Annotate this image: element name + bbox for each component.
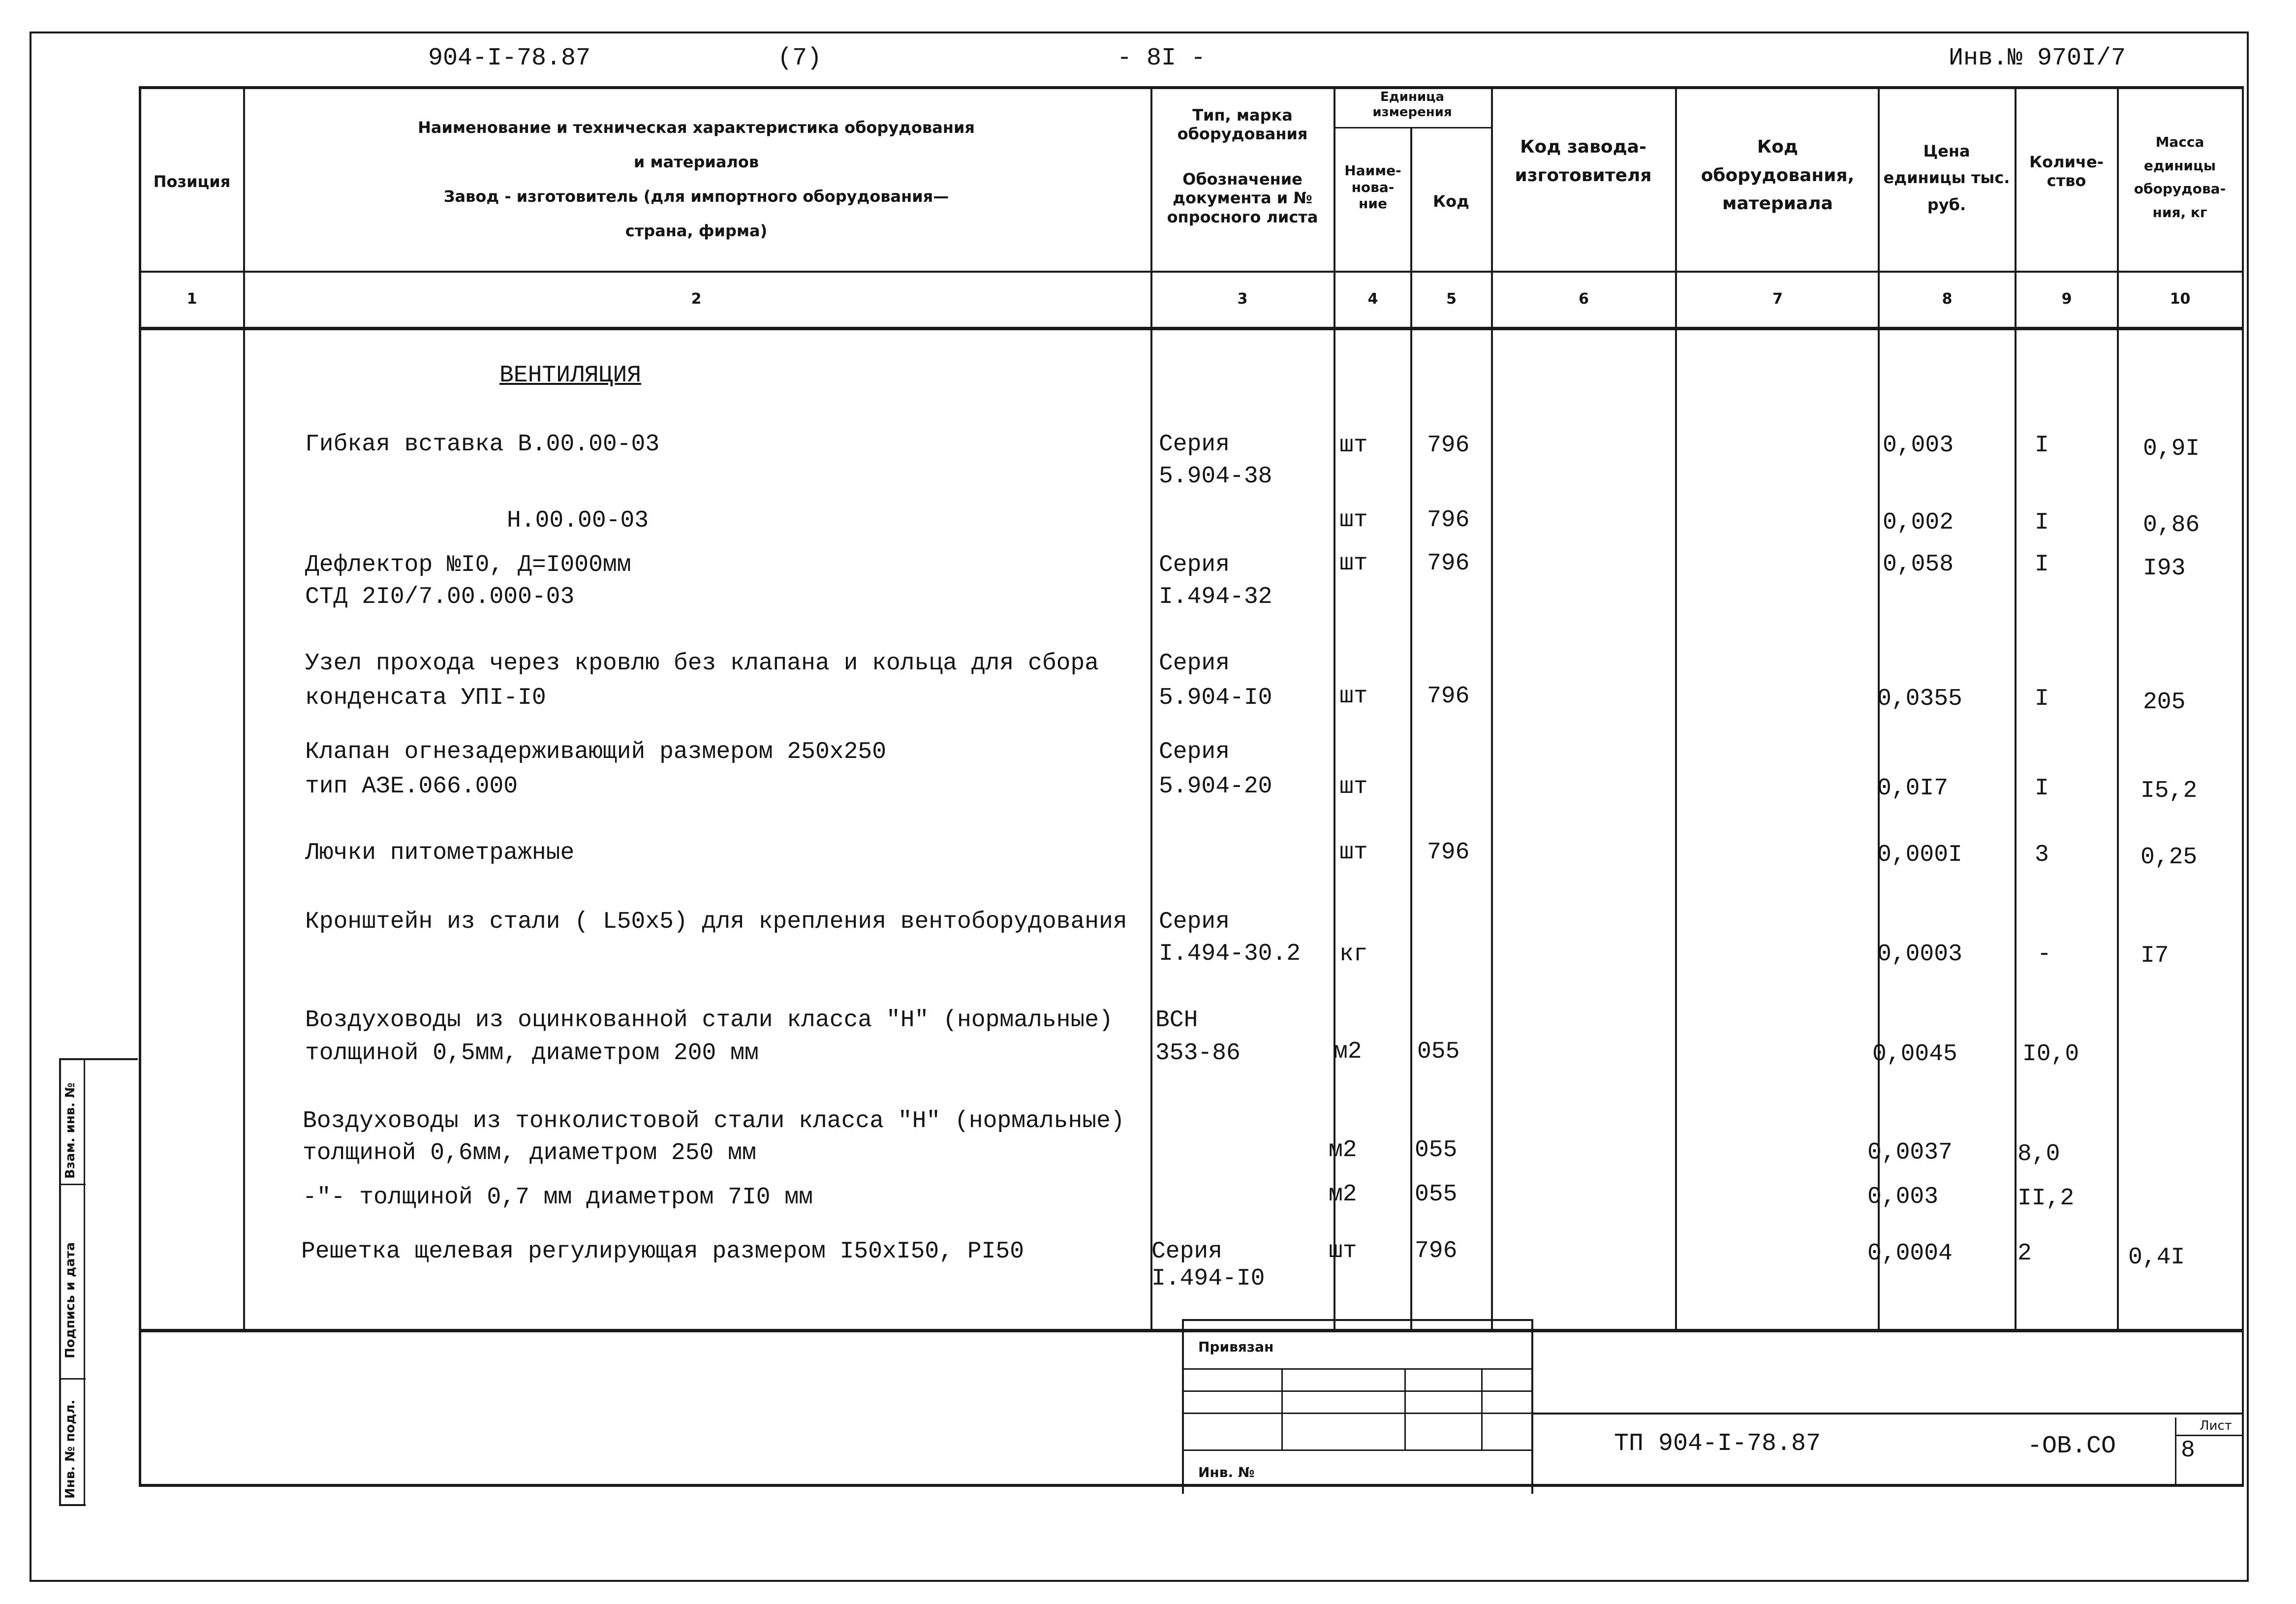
list-number: 8 xyxy=(2181,1437,2195,1464)
row-8-series: ВСН xyxy=(1155,1007,1198,1034)
row-9-name: Воздуховоды из тонколистовой стали класса "Н" (нормальные) xyxy=(303,1108,1125,1134)
colnum-5: 5 xyxy=(1446,290,1457,308)
header-mass: Масса единицы оборудова-ния, кг xyxy=(2134,134,2226,220)
row-1-unit: шт xyxy=(1339,432,1368,459)
frame-left xyxy=(30,31,31,1582)
doc-code: 904-I-78.87 xyxy=(428,44,591,72)
colnum-bottom-line xyxy=(139,327,2244,330)
colnum-2: 2 xyxy=(691,290,702,308)
tp-mark: -ОВ.СО xyxy=(2027,1432,2116,1460)
row-11-name: Решетка щелевая регулирующая размером I50хI50, РI50 xyxy=(301,1238,1024,1265)
side-box-left xyxy=(59,1058,61,1506)
row-11-code: 796 xyxy=(1415,1238,1458,1264)
row-4-code: 796 xyxy=(1427,683,1470,710)
row-11-mass: 0,4I xyxy=(2128,1244,2185,1271)
row-5-series: Серия xyxy=(1159,739,1230,765)
frame-top xyxy=(30,31,2249,33)
frame-right xyxy=(2247,31,2249,1582)
row-5-unit: шт xyxy=(1339,774,1368,800)
header-position: Позиция xyxy=(153,172,231,191)
row-3-series-doc: I.494-32 xyxy=(1159,584,1272,610)
row-2-name: Н.00.00-03 xyxy=(507,507,649,534)
header-bottom-line xyxy=(139,271,2244,273)
tp-top-line xyxy=(1531,1413,2244,1415)
col-line-5 xyxy=(1491,86,1493,1329)
frame-bottom xyxy=(30,1580,2249,1582)
row-1-mass: 0,9I xyxy=(2143,436,2200,462)
row-7-unit: кг xyxy=(1339,941,1368,968)
header-plant-code: Код завода-изготовителя xyxy=(1515,137,1652,186)
row-8-code: 055 xyxy=(1417,1038,1460,1065)
row-3-series: Серия xyxy=(1159,552,1230,578)
table-bottom-line xyxy=(139,1329,2244,1332)
header-name-line3: Завод - изготовитель (для импортного оборудования— xyxy=(443,187,949,206)
side-signature-date: Подпись и дата xyxy=(63,1242,78,1358)
row-1-name: Гибкая вставка В.00.00-03 xyxy=(305,431,660,458)
header-name-line4: страна, фирма) xyxy=(625,221,768,240)
stamp-inv-no: Инв. № xyxy=(1198,1464,1255,1480)
row-8-unit: м2 xyxy=(1334,1038,1362,1065)
stamp-left-line xyxy=(1182,1319,1184,1494)
sheet-bottom-line xyxy=(139,1484,2244,1487)
header-type: Тип, марка оборудования xyxy=(1177,106,1308,144)
row-1-price: 0,003 xyxy=(1883,432,1954,459)
header-unit-code: Код xyxy=(1433,192,1469,211)
row-7-mass: I7 xyxy=(2141,943,2169,969)
colnum-10: 10 xyxy=(2170,290,2191,308)
row-10-code: 055 xyxy=(1415,1181,1458,1208)
stamp-row-line-3 xyxy=(1182,1413,1533,1414)
row-10-name: -"- толщиной 0,7 мм диаметром 7I0 мм xyxy=(303,1184,813,1211)
row-4-series-doc: 5.904-I0 xyxy=(1159,685,1272,711)
col-line-10 xyxy=(2242,86,2244,1484)
row-3-code: 796 xyxy=(1427,550,1470,577)
row-1-code: 796 xyxy=(1427,432,1470,459)
header-name-line1: Наименование и техническая характеристика оборудования xyxy=(418,118,975,137)
stamp-row-line-4 xyxy=(1182,1449,1533,1451)
row-3-unit: шт xyxy=(1339,550,1368,577)
stamp-divider-line xyxy=(1531,1319,1533,1494)
colnum-3: 3 xyxy=(1237,290,1248,308)
side-box-sep-2 xyxy=(59,1378,86,1380)
row-8-price: 0,0045 xyxy=(1872,1041,1957,1068)
stamp-row-line-1 xyxy=(1182,1368,1533,1370)
row-3-qty: I xyxy=(2035,551,2049,578)
row-6-qty: 3 xyxy=(2035,842,2049,868)
row-7-name: Кронштейн из стали ( L50х5) для крепления вентоборудования xyxy=(305,909,1127,935)
side-inv-original: Инв. № подл. xyxy=(63,1399,78,1499)
header-document: Обозначение документа и № опросного листа xyxy=(1167,170,1318,226)
colnum-8: 8 xyxy=(1942,290,1953,308)
stamp-row-line-2 xyxy=(1182,1390,1533,1392)
colnum-6: 6 xyxy=(1579,290,1589,308)
row-4-unit: шт xyxy=(1339,683,1368,710)
colnum-4: 4 xyxy=(1367,290,1378,308)
row-2-price: 0,002 xyxy=(1883,509,1954,536)
row-4-name: Узел прохода через кровлю без клапана и кольца для сбора xyxy=(305,650,1099,677)
row-2-mass: 0,86 xyxy=(2143,512,2200,538)
inventory-number: Инв.№ 970I/7 xyxy=(1949,44,2126,72)
colnum-7: 7 xyxy=(1772,290,1783,308)
row-8-name-line2: толщиной 0,5мм, диаметром 200 мм xyxy=(305,1040,759,1067)
row-9-price: 0,0037 xyxy=(1867,1139,1953,1166)
list-box-divider xyxy=(2175,1435,2244,1436)
header-name-line2: и материалов xyxy=(633,153,759,171)
row-1-series: Серия xyxy=(1159,431,1230,458)
col-line-9 xyxy=(2117,86,2119,1329)
header-quantity: Количе-ство xyxy=(2029,153,2104,190)
row-8-series-doc: 353-86 xyxy=(1155,1040,1241,1067)
row-9-code: 055 xyxy=(1415,1137,1458,1164)
side-box-bottom xyxy=(59,1504,86,1506)
row-6-mass: 0,25 xyxy=(2141,844,2198,871)
stamp-col-line-1 xyxy=(1281,1368,1283,1449)
row-11-unit: шт xyxy=(1329,1238,1357,1264)
row-5-qty: I xyxy=(2035,775,2049,802)
row-1-series-doc: 5.904-38 xyxy=(1159,463,1272,490)
col-line-4 xyxy=(1410,127,1412,1329)
row-4-price: 0,0355 xyxy=(1877,686,1962,712)
side-box-top xyxy=(59,1058,138,1060)
row-5-series-doc: 5.904-20 xyxy=(1159,773,1272,800)
row-7-series: Серия xyxy=(1159,909,1230,935)
bracket-number: (7) xyxy=(777,44,822,72)
row-5-name: Клапан огнезадерживающий размером 250х250 xyxy=(305,739,886,765)
row-6-price: 0,000I xyxy=(1877,842,1962,868)
row-8-qty: I0,0 xyxy=(2022,1041,2079,1068)
unit-group-line xyxy=(1334,127,1491,128)
row-4-qty: I xyxy=(2035,686,2049,712)
row-8-name: Воздуховоды из оцинкованной стали класса "Н" (нормальные) xyxy=(305,1007,1113,1034)
col-line-0 xyxy=(139,86,141,1484)
colnum-1: 1 xyxy=(186,290,197,308)
row-6-name: Лючки питометражные xyxy=(305,840,575,866)
row-5-price: 0,0I7 xyxy=(1877,775,1949,802)
row-9-qty: 8,0 xyxy=(2017,1141,2060,1167)
row-4-mass: 205 xyxy=(2143,689,2186,716)
stamp-top-line xyxy=(1182,1319,1533,1321)
row-3-name: Дефлектор №I0, Д=I000мм xyxy=(305,552,631,578)
row-6-code: 796 xyxy=(1427,839,1470,866)
stamp-col-line-3 xyxy=(1481,1368,1483,1449)
row-11-series-doc: I.494-I0 xyxy=(1151,1265,1265,1292)
colnum-9: 9 xyxy=(2061,290,2072,308)
row-3-mass: I93 xyxy=(2143,555,2186,582)
side-box-inner xyxy=(84,1058,85,1506)
page-number: - 8I - xyxy=(1117,44,1206,72)
row-11-price: 0,0004 xyxy=(1867,1240,1953,1267)
stamp-privyazan: Привязан xyxy=(1198,1339,1274,1355)
row-3-price: 0,058 xyxy=(1883,551,1954,578)
header-equipment-code: Код оборудования, материала xyxy=(1701,137,1855,214)
header-price: Цена единицы тыс. руб. xyxy=(1883,142,2010,214)
list-box-left xyxy=(2175,1417,2176,1484)
side-vzam-inv: Взам. инв. № xyxy=(63,1082,78,1179)
row-10-unit: м2 xyxy=(1329,1181,1357,1208)
row-2-code: 796 xyxy=(1427,507,1470,534)
row-4-series: Серия xyxy=(1159,650,1230,677)
row-5-name-line2: тип АЗЕ.066.000 xyxy=(305,773,518,800)
row-9-name-line2: толщиной 0,6мм, диаметром 250 мм xyxy=(303,1140,756,1166)
row-9-unit: м2 xyxy=(1329,1137,1357,1164)
row-4-name-line2: конденсата УПI-I0 xyxy=(305,685,546,711)
row-2-qty: I xyxy=(2035,509,2049,536)
col-line-6 xyxy=(1675,86,1677,1329)
list-label: Лист xyxy=(2200,1418,2232,1433)
col-line-2 xyxy=(1150,86,1152,1329)
col-line-1 xyxy=(243,86,245,1329)
section-title: ВЕНТИЛЯЦИЯ xyxy=(499,362,642,389)
side-box-sep-1 xyxy=(59,1184,86,1185)
row-10-price: 0,003 xyxy=(1867,1184,1939,1210)
row-7-qty: - xyxy=(2037,941,2051,968)
row-7-series-doc: I.494-30.2 xyxy=(1159,941,1301,967)
row-11-series: Серия xyxy=(1151,1238,1223,1265)
table-top-line xyxy=(139,86,2244,89)
tp-designation: ТП 904-I-78.87 xyxy=(1614,1430,1821,1458)
stamp-col-line-2 xyxy=(1404,1368,1406,1449)
header-unit-group: Единица измерения xyxy=(1372,90,1452,120)
row-5-mass: I5,2 xyxy=(2141,778,2198,804)
row-11-qty: 2 xyxy=(2017,1240,2032,1267)
col-line-8 xyxy=(2015,86,2017,1329)
row-6-unit: шт xyxy=(1339,839,1368,866)
row-3-name-line2: СТД 2I0/7.00.000-03 xyxy=(305,584,575,610)
row-2-unit: шт xyxy=(1339,507,1368,534)
row-7-price: 0,0003 xyxy=(1877,941,1962,968)
row-10-qty: II,2 xyxy=(2017,1185,2075,1212)
row-1-qty: I xyxy=(2035,432,2049,459)
header-unit-name: Наиме-нова-ние xyxy=(1344,162,1401,212)
